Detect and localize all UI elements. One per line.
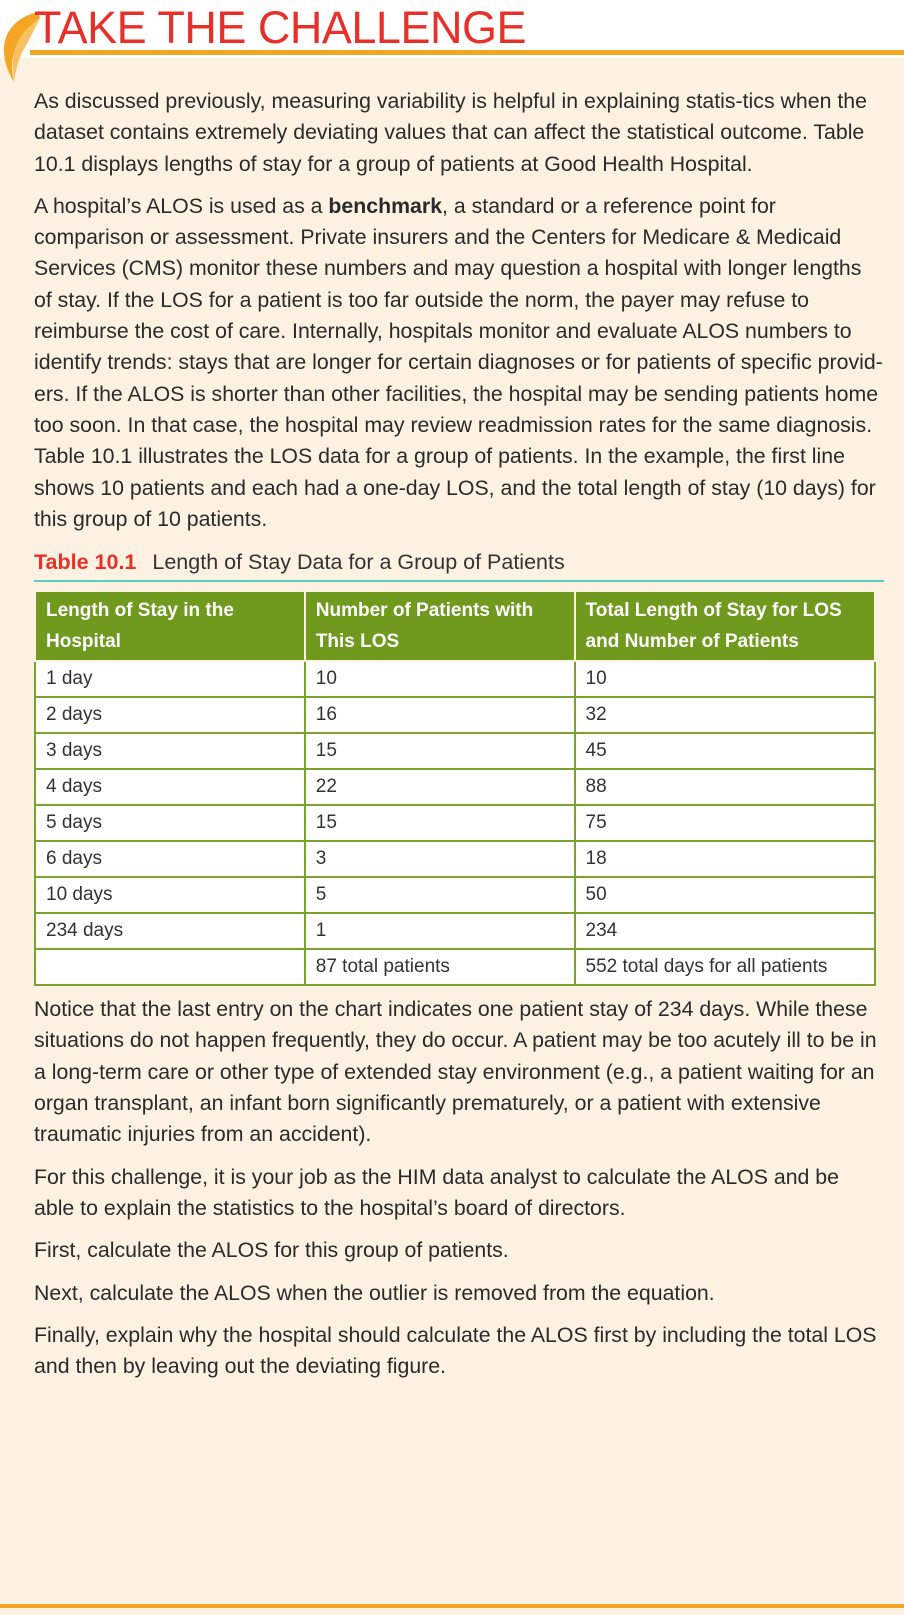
cell-total: 50 <box>575 877 875 913</box>
cell-los: 3 days <box>35 733 305 769</box>
table-row <box>35 913 875 949</box>
step-next: Next, calculate the ALOS when the outlier is removed from the equation. <box>34 1280 715 1305</box>
cell-los: 5 days <box>35 805 305 841</box>
cell-los: 1 day <box>35 661 305 697</box>
cell-los: 2 days <box>35 697 305 733</box>
page-title: TAKE THE CHALLENGE <box>34 2 526 53</box>
table-row <box>35 769 875 805</box>
cell-patients: 5 <box>305 877 575 913</box>
table-header-row <box>35 591 875 661</box>
cell-los-empty <box>35 949 305 985</box>
cell-total: 88 <box>575 769 875 805</box>
table-totals-row <box>35 949 875 985</box>
table-row <box>35 661 875 697</box>
table-row <box>35 697 875 733</box>
cell-los: 234 days <box>35 913 305 949</box>
cell-patients: 16 <box>305 697 575 733</box>
cell-patients: 1 <box>305 913 575 949</box>
table-caption-label: Table 10.1 <box>34 550 137 575</box>
intro-paragraph-2-rest: , a standard or a reference point for comparison or assessment. Private insurers and the Centers for Medicare & Medicaid Services (CMS) monitor these numbers and may question a hospital with longer lengths of stay. If the LOS for a patient is too far outside the norm, the payer may refuse to reimburse the cost of care. Internally, hospitals monitor and evaluate ALOS numbers to identify trends: stays that are longer for certain diagnoses or for patients of specific provid-ers. If the ALOS is shorter than other facilities, the hospital may be sending patients home too soon. In that case, the hospital may review readmission rates for the same diagnosis. Table 10.1 illustrates the LOS data for a group of patients. In the example, the first line shows 10 patients and each had a one-day LOS, and the total length of stay (10 days) for this group of 10 patients. <box>34 193 883 531</box>
cell-patients: 3 <box>305 841 575 877</box>
cell-total-days: 552 total days for all patients <box>575 949 875 985</box>
caption-rule <box>34 580 884 582</box>
footer-rule <box>0 1604 904 1608</box>
cell-total: 75 <box>575 805 875 841</box>
los-table <box>34 590 876 986</box>
table-caption <box>34 548 884 578</box>
cell-total: 45 <box>575 733 875 769</box>
table-row <box>35 841 875 877</box>
step-finally: Finally, explain why the hospital should calculate the ALOS first by including the total LOS and then by leaving out the deviating figure. <box>34 1322 877 1379</box>
cell-total: 18 <box>575 841 875 877</box>
intro-paragraph-2-start: A hospital’s ALOS is used as a <box>34 193 329 218</box>
header-number-of-patients: Number of Patients with This LOS <box>305 591 575 661</box>
cell-los: 6 days <box>35 841 305 877</box>
benchmark-term: benchmark <box>328 193 443 218</box>
cell-patients: 15 <box>305 805 575 841</box>
main-content <box>34 86 884 1393</box>
step-first: First, calculate the ALOS for this group of patients. <box>34 1238 509 1263</box>
table-row <box>35 733 875 769</box>
header-total-length-of-stay: Total Length of Stay for LOS and Number of Patients <box>575 591 875 661</box>
table-row <box>35 877 875 913</box>
intro-paragraph-2 <box>34 191 884 535</box>
cell-total: 234 <box>575 913 875 949</box>
challenge-paragraph: For this challenge, it is your job as the HIM data analyst to calculate the ALOS and be able to explain the statistics to the hospital’s board of directors. <box>34 1164 839 1220</box>
header <box>0 0 904 58</box>
intro-paragraph-1: As discussed previously, measuring variability is helpful in explaining statis-tics when the dataset contains extremely deviating values that can affect the statistical outcome. Table 10.1 displays lengths of stay for a group of patients at Good Health Hospital. <box>34 89 867 176</box>
table-row <box>35 805 875 841</box>
cell-total: 32 <box>575 697 875 733</box>
table-caption-title: Length of Stay Data for a Group of Patients <box>152 550 565 575</box>
cell-los: 4 days <box>35 769 305 805</box>
cell-total: 10 <box>575 661 875 697</box>
cell-patients: 15 <box>305 733 575 769</box>
cell-total-patients: 87 total patients <box>305 949 575 985</box>
cell-los: 10 days <box>35 877 305 913</box>
cell-patients: 10 <box>305 661 575 697</box>
outlier-paragraph: Notice that the last entry on the chart indicates one patient stay of 234 days. While these situations do not happen frequently, they do occur. A patient may be too acutely ill to be in a long-term care or other type of extended stay environment (e.g., a patient waiting for an organ transplant, an infant born significantly prematurely, or a patient with extensive traumatic injuries from an accident). <box>34 997 877 1147</box>
cell-patients: 22 <box>305 769 575 805</box>
header-length-of-stay: Length of Stay in the Hospital <box>35 591 305 661</box>
